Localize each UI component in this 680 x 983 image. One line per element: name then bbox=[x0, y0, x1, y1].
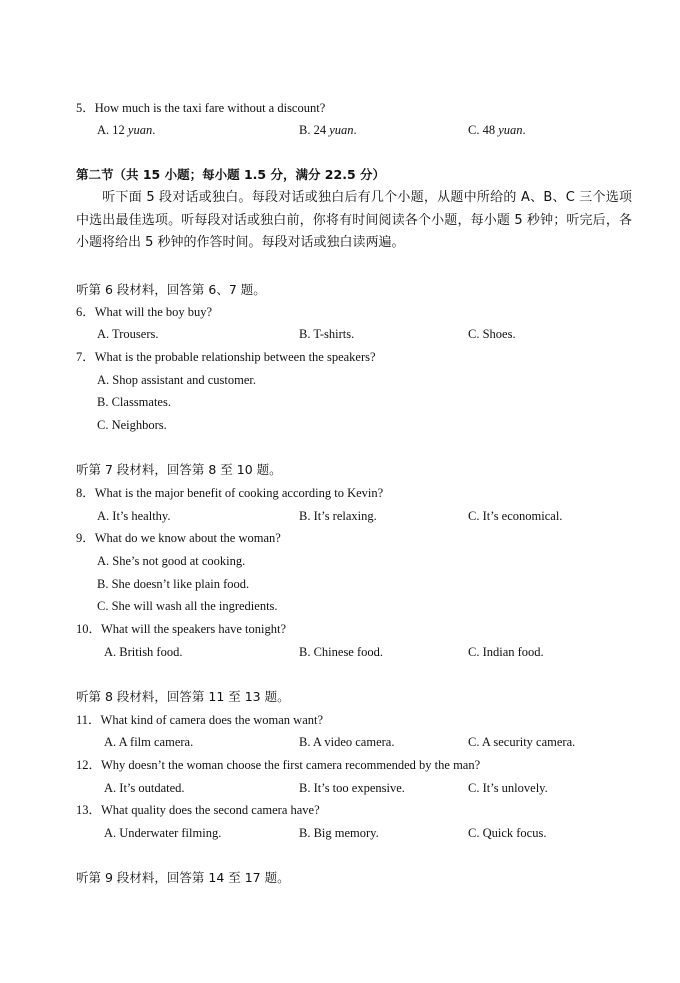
q5-option-a: A. 12 yuan. bbox=[97, 123, 156, 137]
material-8-heading: 听第 8 段材料，回答第 11 至 13 题。 bbox=[76, 689, 290, 704]
q10-option-a: A. British food. bbox=[104, 645, 183, 659]
q11-option-c: C. A security camera. bbox=[468, 735, 576, 749]
section-2-instructions bbox=[76, 187, 632, 255]
q13-option-c: C. Quick focus. bbox=[468, 826, 547, 840]
q11-option-a: A. A film camera. bbox=[104, 735, 194, 749]
question-11: 11．What kind of camera does the woman want? bbox=[76, 713, 324, 727]
section-2-title: 第二节（共 15 小题；每小题 1.5 分，满分 22.5 分） bbox=[76, 167, 385, 182]
q11-option-b: B. A video camera. bbox=[299, 735, 395, 749]
q13-option-a: A. Underwater filming. bbox=[104, 826, 222, 840]
question-6: 6．What will the boy buy? bbox=[76, 305, 213, 319]
material-6-heading: 听第 6 段材料，回答第 6、7 题。 bbox=[76, 282, 266, 297]
question-5: 5．How much is the taxi fare without a discount? bbox=[76, 101, 326, 115]
q9-option-c: C. She will wash all the ingredients. bbox=[97, 599, 278, 613]
q9-option-a: A. She’s not good at cooking. bbox=[97, 554, 246, 568]
q7-option-b: B. Classmates. bbox=[97, 395, 171, 409]
q13-option-b: B. Big memory. bbox=[299, 826, 379, 840]
q12-option-a: A. It’s outdated. bbox=[104, 781, 185, 795]
question-12: 12．Why doesn’t the woman choose the first camera recommended by the man? bbox=[76, 758, 481, 772]
q6-option-c: C. Shoes. bbox=[468, 327, 516, 341]
q12-option-c: C. It’s unlovely. bbox=[468, 781, 548, 795]
material-9-heading: 听第 9 段材料，回答第 14 至 17 题。 bbox=[76, 870, 290, 885]
q6-option-a: A. Trousers. bbox=[97, 327, 159, 341]
question-10: 10．What will the speakers have tonight? bbox=[76, 622, 287, 636]
question-13: 13．What quality does the second camera have? bbox=[76, 803, 320, 817]
q8-option-c: C. It’s economical. bbox=[468, 509, 563, 523]
question-8: 8．What is the major benefit of cooking according to Kevin? bbox=[76, 486, 384, 500]
q10-option-c: C. Indian food. bbox=[468, 645, 544, 659]
section-2-instructions-text: 听下面 5 段对话或独白。每段对话或独白后有几个小题，从题中所给的 A、B、C 三个选项中选出最佳选项。听每段对话或独白前，你将有时间阅读各个小题，每小题 5 秒钟；听完后，各小题将给出 5 秒钟的作答时间。每段对话或独白读两遍。 bbox=[76, 190, 632, 250]
q10-option-b: B. Chinese food. bbox=[299, 645, 384, 659]
question-7: 7．What is the probable relationship between the speakers? bbox=[76, 350, 376, 364]
question-9: 9．What do we know about the woman? bbox=[76, 531, 281, 545]
q8-option-a: A. It’s healthy. bbox=[97, 509, 171, 523]
material-7-heading: 听第 7 段材料，回答第 8 至 10 题。 bbox=[76, 462, 282, 477]
q7-option-a: A. Shop assistant and customer. bbox=[97, 373, 257, 387]
q7-option-c: C. Neighbors. bbox=[97, 418, 167, 432]
q5-option-c: C. 48 yuan. bbox=[468, 123, 526, 137]
q6-option-b: B. T-shirts. bbox=[299, 327, 355, 341]
q8-option-b: B. It’s relaxing. bbox=[299, 509, 377, 523]
q9-option-b: B. She doesn’t like plain food. bbox=[97, 577, 250, 591]
q5-option-b: B. 24 yuan. bbox=[299, 123, 357, 137]
q12-option-b: B. It’s too expensive. bbox=[299, 781, 405, 795]
